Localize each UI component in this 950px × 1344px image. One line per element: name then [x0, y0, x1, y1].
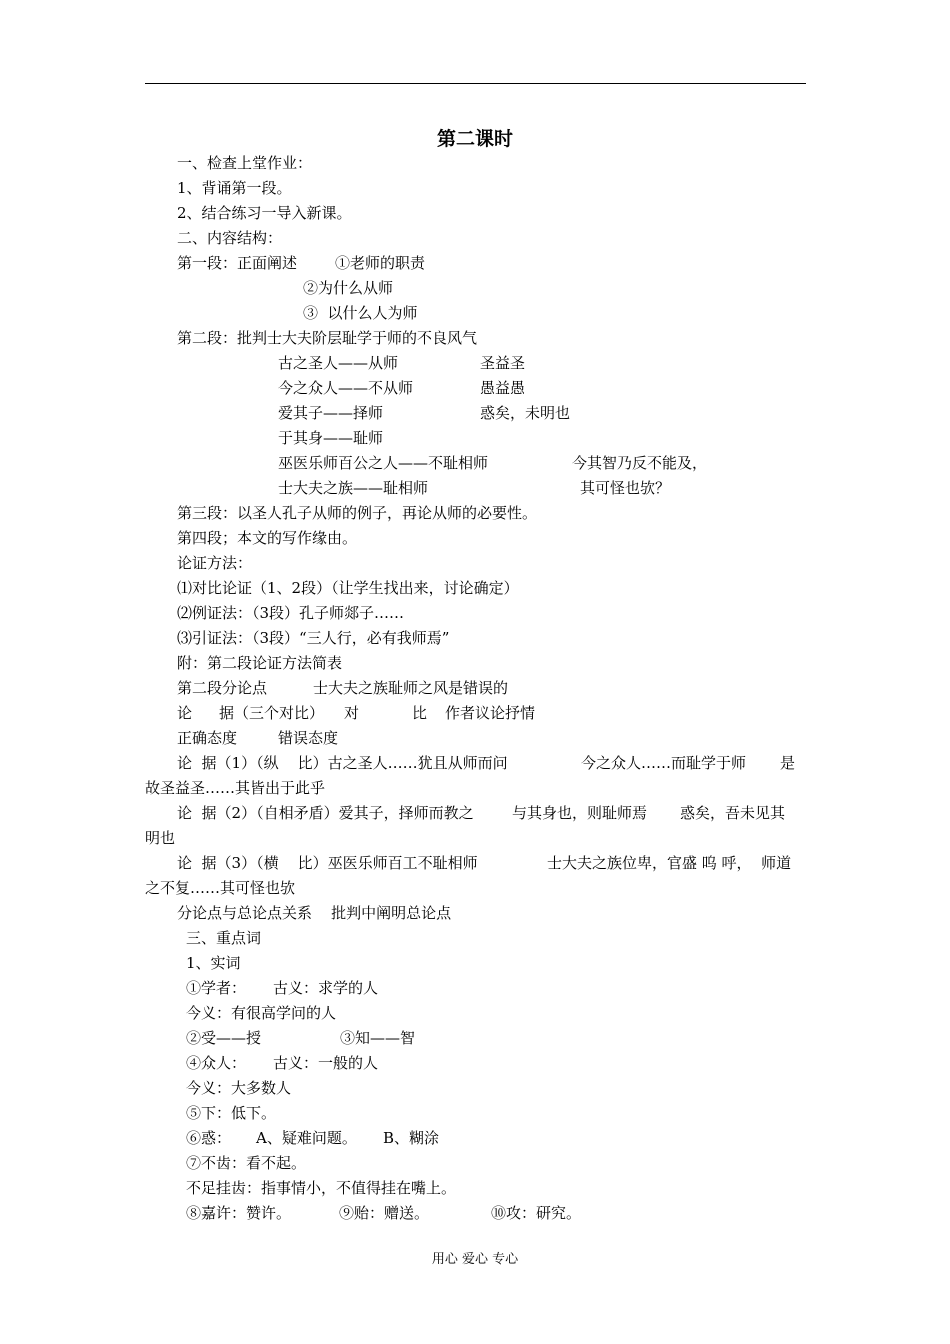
text-line: 论 据（2）（自相矛盾）爱其子，择师而教之 [177, 804, 474, 822]
text-line: 之不复……其可怪也欤 [145, 879, 296, 897]
text-line: 今之众人——不从师 [278, 379, 414, 397]
text-line: 其可怪也欤？ [580, 479, 671, 497]
page-title: 第二课时 [436, 128, 513, 150]
text-line: 作者议论抒情 [445, 704, 536, 722]
text-line: 故圣益圣……其皆出于此乎 [145, 779, 326, 797]
text-line: A、疑难问题。 [256, 1129, 357, 1147]
text-line: 附：第二段论证方法简表 [177, 654, 343, 672]
text-line: 惑矣，未明也 [480, 404, 571, 422]
text-line: ②为什么从师 [303, 279, 394, 297]
text-line: 2、结合练习一导入新课。 [177, 204, 352, 222]
text-line: ①老师的职责 [335, 254, 426, 272]
text-line: 论 据（1）（纵 比）古之圣人……犹且从师而问 [177, 754, 508, 772]
text-line: 一、检查上堂作业： [177, 154, 313, 172]
text-line: 今义：有很高学问的人 [186, 1004, 337, 1022]
text-line: 圣益圣 [480, 354, 526, 372]
text-line: B、糊涂 [383, 1129, 440, 1147]
text-line: 1、背诵第一段。 [177, 179, 292, 197]
text-line: 分论点与总论点关系 批判中阐明总论点 [177, 904, 452, 922]
text-line: ③知——智 [340, 1029, 416, 1047]
text-line: 今之众人……而耻学于师 [581, 754, 747, 772]
text-line: 论证方法： [177, 554, 253, 572]
text-line: 士大夫之族耻师之风是错误的 [313, 679, 509, 697]
text-line: 比 [412, 704, 428, 722]
header-rule [145, 83, 806, 84]
text-line: 今义：大多数人 [186, 1079, 292, 1097]
text-line: 第四段；本文的写作缘由。 [177, 529, 358, 547]
text-line: 正确态度 [177, 729, 238, 747]
text-line: 爱其子——择师 [278, 404, 384, 422]
text-line: 二、内容结构： [177, 229, 283, 247]
text-line: ⑴对比论证（1、2段）（让学生找出来，讨论确定） [177, 579, 519, 597]
page-footer: 用心 爱心 专心 [431, 1252, 519, 1267]
text-line: ⑦不齿：看不起。 [186, 1154, 307, 1172]
text-line: 据（三个对比） [219, 704, 325, 722]
text-line: ①学者： [186, 979, 247, 997]
text-line: 于其身——耻师 [278, 429, 384, 447]
text-line: 巫医乐师百公之人——不耻相师 [278, 454, 489, 472]
text-line: ⑩攻：研究。 [491, 1204, 582, 1222]
text-line: ⑥惑： [186, 1129, 232, 1147]
text-line: ⑶引证法：（3段）“三人行，必有我师焉” [177, 629, 450, 647]
text-line: 惑矣，吾未见其 [680, 804, 786, 822]
text-line: ⑵例证法：（3段）孔子师郯子…… [177, 604, 405, 622]
text-line: 第二段分论点 [177, 679, 268, 697]
text-line: 错误态度 [278, 729, 339, 747]
text-line: 第三段：以圣人孔子从师的例子，再论从师的必要性。 [177, 504, 538, 522]
text-line: 明也 [145, 829, 176, 847]
text-line: ⑨贻：赠送。 [339, 1204, 430, 1222]
text-line: 古义：一般的人 [273, 1054, 379, 1072]
text-line: 论 [177, 704, 193, 722]
text-line: ③ 以什么人为师 [303, 304, 418, 322]
text-line: ⑤下：低下。 [186, 1104, 277, 1122]
text-line: 今其智乃反不能及， [572, 454, 708, 472]
text-line: 不足挂齿：指事情小，不值得挂在嘴上。 [186, 1179, 457, 1197]
text-line: 古之圣人——从师 [278, 354, 399, 372]
text-line: 古义：求学的人 [273, 979, 379, 997]
text-line: 与其身也，则耻师焉 [512, 804, 648, 822]
text-line: 是 [780, 754, 796, 772]
text-line: ②受——授 [186, 1029, 262, 1047]
text-line: ⑧嘉许：赞许。 [186, 1204, 292, 1222]
text-line: 第二段：批判士大夫阶层耻学于师的不良风气 [177, 329, 478, 347]
text-line: 1、实词 [186, 954, 241, 972]
text-line: 对 [344, 704, 360, 722]
text-line: 论 据（3）（横 比）巫医乐师百工不耻相师 [177, 854, 478, 872]
text-line: 第一段：正面阐述 [177, 254, 298, 272]
text-line: 三、重点词 [186, 929, 262, 947]
text-line: 士大夫之族——耻相师 [278, 479, 429, 497]
text-line: 士大夫之族位卑，官盛 呜 呼， 师道 [547, 854, 792, 872]
text-line: ④众人： [186, 1054, 247, 1072]
text-line: 愚益愚 [480, 379, 526, 397]
